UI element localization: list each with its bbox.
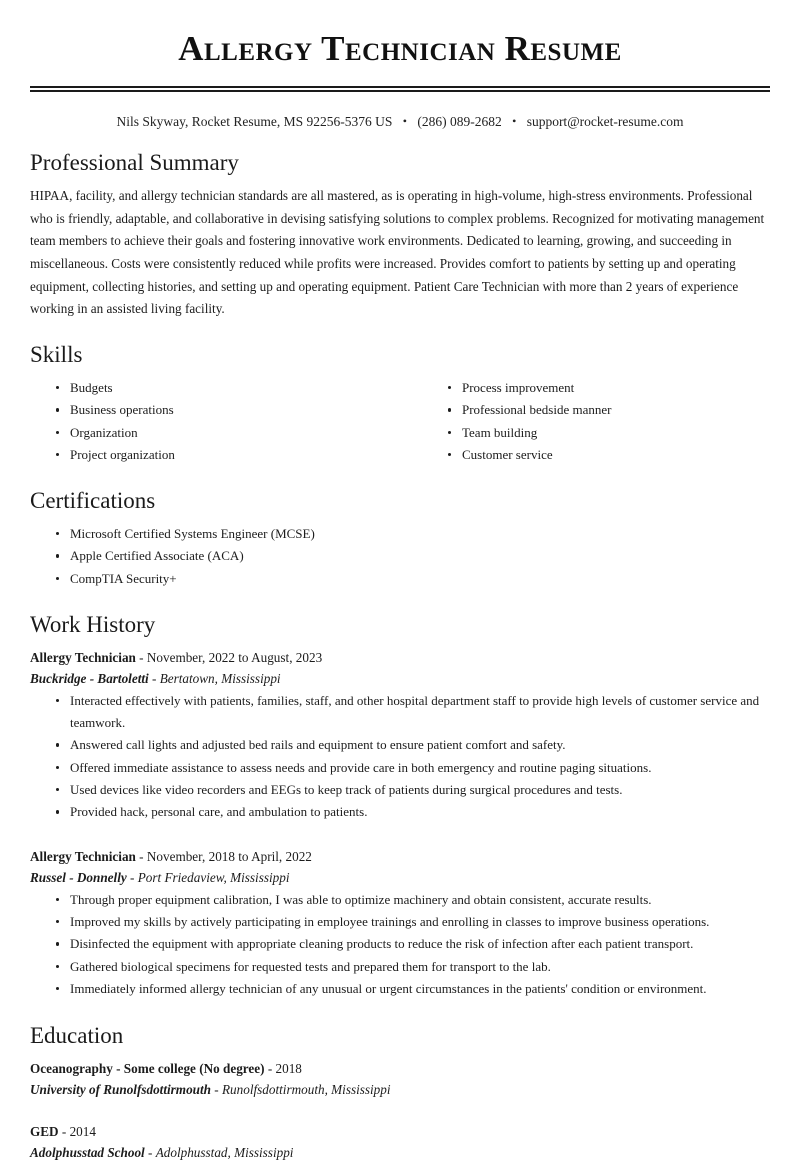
- list-item: Budgets: [56, 377, 400, 399]
- summary-text: HIPAA, facility, and allergy technician standards are all mastered, as is operating in high-volume, high-stress environments. Professional who is friendly, adaptable, and collaborative in devising satisfying solutions to complex problems. Recognized for motivating management team members to achieve their goals and fostering innovative work environments. Dedicated to learning, growing, and succeeding in miscellaneous. Costs were consistently reduced while profits were increased. Provides comfort to patients by setting up and operating equipment, collecting histories, and setting up and operating equipment. Patient Care Technician with more than 2 years of experience working in an assisted living facility.: [30, 187, 765, 317]
- job-company-line: [30, 867, 770, 888]
- list-item: Used devices like video recorders and EEGs to keep track of patients during surgical procedures and tests.: [56, 779, 770, 801]
- section-education: [30, 1022, 770, 1163]
- education-entry: [30, 1121, 770, 1164]
- education-year: 2018: [275, 1061, 302, 1077]
- education-school-line: [30, 1079, 770, 1100]
- list-item: Offered immediate assistance to assess needs and provide care in both emergency and routine paging situations.: [56, 757, 770, 779]
- contact-line: [30, 113, 770, 132]
- section-certifications: [30, 487, 770, 590]
- job-dates: November, 2018 to April, 2022: [146, 848, 312, 864]
- job-company-line: [30, 668, 770, 689]
- job-header-line: [30, 846, 770, 867]
- list-item: Process improvement: [448, 377, 770, 399]
- education-degree: Oceanography - Some college (No degree): [30, 1061, 265, 1077]
- list-item: Apple Certified Associate (ACA): [56, 545, 770, 567]
- section-work-history: [30, 611, 770, 1000]
- list-item: Disinfected the equipment with appropriate cleaning products to reduce the risk of infection after each patient transport.: [56, 933, 770, 955]
- skills-list-left: [30, 377, 400, 466]
- education-location: Runolfsdottirmouth, Mississippi: [222, 1082, 391, 1098]
- list-item: Customer service: [448, 444, 770, 466]
- education-year: 2014: [69, 1123, 96, 1139]
- list-item: Project organization: [56, 444, 400, 466]
- job-dash: -: [135, 649, 147, 665]
- education-school-line: [30, 1142, 770, 1163]
- job-title: Allergy Technician: [30, 848, 136, 864]
- education-location: Adolphusstad, Mississippi: [155, 1145, 294, 1161]
- list-item: Through proper equipment calibration, I was able to optimize machinery and obtain consistent, accurate results.: [56, 889, 770, 911]
- work-history-entry: [30, 846, 770, 1001]
- job-title: Allergy Technician: [30, 649, 136, 665]
- education-degree: GED: [30, 1123, 59, 1139]
- contact-separator-1: •: [402, 114, 407, 129]
- contact-separator-2: •: [512, 114, 517, 129]
- section-skills: [30, 341, 770, 466]
- list-item: Organization: [56, 422, 400, 444]
- section-heading-summary: Professional Summary: [30, 150, 239, 176]
- education-dash: -: [211, 1082, 222, 1098]
- job-bullets-list: [30, 690, 770, 824]
- work-history-entry: [30, 647, 770, 824]
- contact-address: Nils Skyway, Rocket Resume, MS 92256-5376 US: [116, 114, 393, 130]
- job-dates: November, 2022 to August, 2023: [146, 649, 323, 665]
- list-item: Improved my skills by actively participating in employee trainings and enrolling in classes to improve business operations.: [56, 911, 770, 933]
- list-item: Provided hack, personal care, and ambulation to patients.: [56, 801, 770, 823]
- list-item: Immediately informed allergy technician of any unusual or urgent circumstances in the patients' condition or environment.: [56, 978, 770, 1000]
- job-dash: -: [148, 671, 160, 687]
- job-location: Bertatown, Mississippi: [159, 671, 281, 687]
- section-heading-certifications: Certifications: [30, 488, 156, 514]
- list-item: Answered call lights and adjusted bed rails and equipment to ensure patient comfort and safety.: [56, 734, 770, 756]
- skills-columns: [30, 377, 770, 466]
- education-degree-line: [30, 1058, 770, 1079]
- job-header-line: [30, 647, 770, 668]
- list-item: Team building: [448, 422, 770, 444]
- contact-phone[interactable]: (286) 089-2682: [417, 114, 502, 130]
- skills-column-left: [30, 377, 400, 466]
- section-professional-summary: [30, 149, 770, 321]
- list-item: Interacted effectively with patients, families, staff, and other hospital department staff to provide high levels of customer service and teamwork.: [56, 690, 770, 735]
- education-dash: -: [264, 1061, 276, 1077]
- section-heading-skills: Skills: [30, 342, 83, 368]
- list-item: Microsoft Certified Systems Engineer (MCSE): [56, 523, 770, 545]
- education-school: University of Runolfsdottirmouth: [30, 1082, 211, 1098]
- list-item: CompTIA Security+: [56, 568, 770, 590]
- section-heading-education: Education: [30, 1023, 124, 1049]
- certifications-list: [30, 523, 770, 590]
- education-school: Adolphusstad School: [30, 1145, 145, 1161]
- education-entry: [30, 1058, 770, 1101]
- job-dash: -: [126, 870, 138, 886]
- job-company: Russel - Donnelly: [30, 870, 127, 886]
- job-bullets-list: [30, 889, 770, 1001]
- education-dash: -: [58, 1123, 70, 1139]
- skills-list-right: [422, 377, 770, 466]
- job-dash: -: [135, 848, 147, 864]
- list-item: Business operations: [56, 399, 400, 421]
- job-company: Buckridge - Bartoletti: [30, 671, 149, 687]
- skills-column-right: [400, 377, 770, 466]
- contact-email[interactable]: support@rocket-resume.com: [526, 114, 684, 130]
- header-divider: [30, 86, 770, 92]
- section-heading-work-history: Work History: [30, 612, 156, 638]
- list-item: Professional bedside manner: [448, 399, 770, 421]
- page-title: Allergy Technician Resume: [178, 29, 622, 68]
- education-degree-line: [30, 1121, 770, 1142]
- education-dash: -: [144, 1145, 156, 1161]
- list-item: Gathered biological specimens for requested tests and prepared them for transport to the lab.: [56, 956, 770, 978]
- job-location: Port Friedaview, Mississippi: [137, 870, 290, 886]
